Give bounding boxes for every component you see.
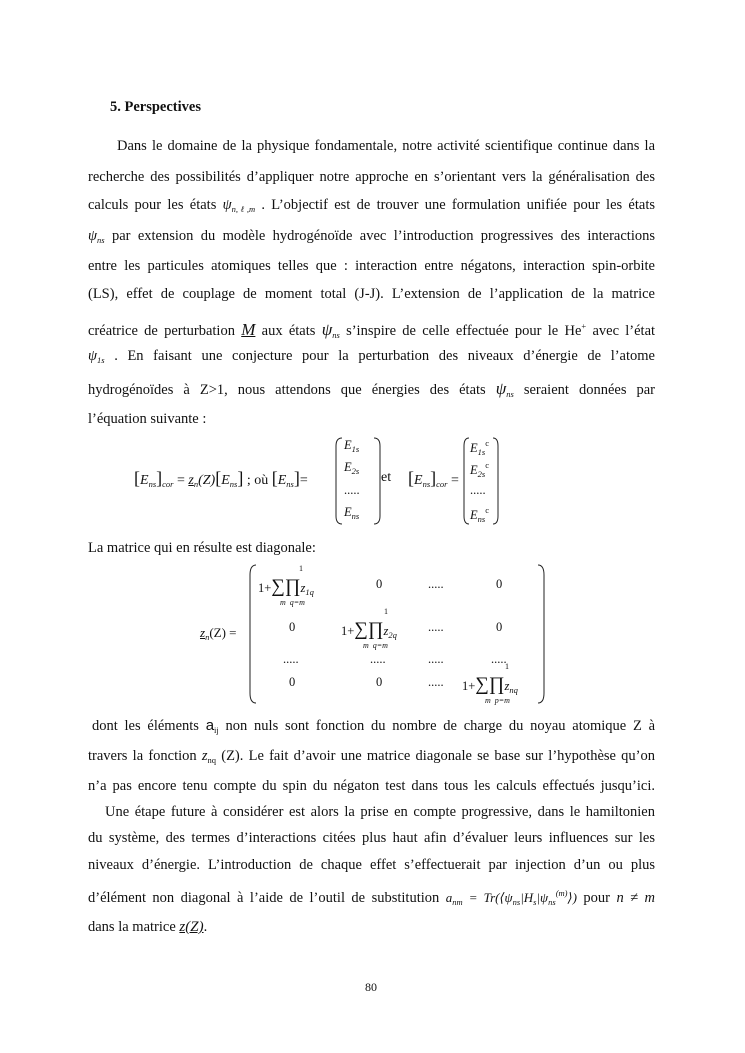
para1-line2: recherche des possibilités d’appliquer notre approche en s’orientant vers la généralisation des (88, 169, 655, 185)
para1-line5: entre les particules atomiques telles que : interaction entre négatons, interaction spin-orbite (88, 258, 655, 274)
para2-line: La matrice qui en résulte est diagonale: (88, 540, 316, 556)
para1-line3: calculs pour les états $\psi_{n,\ell,m}$ . L’objectif est de trouver une formulation unifiée pour les états (88, 197, 656, 214)
para1-line1: Dans le domaine de la physique fondamentale, notre activité scientifique continue dans la (117, 138, 655, 154)
page-number: 80 (365, 980, 377, 994)
para3-line1: dont les éléments $a_{ij}$ non nuls sont fonction du nombre de charge du noyau atomique Z à (92, 717, 656, 735)
para3-line3: n’a pas encore tenu compte du spin du négaton test dans tous les calculs effectués jusqu’ici. (88, 778, 655, 794)
document-page: 5. Perspectives Dans le domaine de la physique fondamentale, notre activité scientifique continue dans la recherche des possibilités d’appliquer notre approche en s’orientant vers la généralisation des calculs pour les états $\psi_{n,\ell,m}$ . L’objectif est de trouver une formulation unifiée pour les états $\psi_{ns}$ par extension du modèle hydrogénoïde avec l’introduction progressives des interactions entre les particules atomiques telles que : interaction entre négatons, interaction spin-orbite (LS), effet de couplage de moment total (J-J). L’extension de l’application de la matrice créatrice de perturbation M aux états $\psi_{ns}$ s’inspire de celle effectuée pour le He+ avec l’état $\psi_{1s}$ . En faisant une conjecture pour la perturbation des niveaux d’énergie de l’atome hydrogénoïdes à Z>1, nous attendons que énergies des états $\psi_{ns}$ seraient données par l’équation suivante : $[E_{ns}]_{cor} = z_n(Z)[E_{ns}]$ ; où $[E_{ns}]=$ $E_{1s}$ $E_{2s}$ ..... $E_{ns}$ et $[E_{ns}]_{cor}$ = $E_{1s}^c$ $E_{2s}^c$ ..... $E_{ns}^c$ La matrice qui en résulte est diagonale: $z_n(Z)$ = $1+\sum\prod z_{1q}$ 1 m q=m 0 ..... 0 0 $1+\sum\prod z_{2q}$ 1 m q=m ..... 0 ..... ..... ..... ..... 0 0 ..... $1+\sum\prod z_{nq}$ 1 m p=m dont les éléments $a_{ij}$ non nuls sont fonction du nombre de charge du noyau atomique Z à travers la fonction $z_{nq}$ (Z). Le fait d’avoir une matrice diagonale se base sur l’hypothèse qu’on n’a pas encore tenu compte du spin du négaton test dans tous les calculs effectués jusqu’ici. Une étape future à considérer est alors la prise en compte progressive, dans le hamiltonien du système, des termes d’interactions citées plus haut afin d’évaluer leurs influences sur les niveaux d’énergie. L’introduction de chaque effet s’effectuerait par injection d’un ou plus d’élément non diagonal à l’aide de l’outil de substitution $a_{nm}$ = $Tr(⟨\psi_{ns}|H_s|\psi_{ns}^{(m)}⟩)$ pour n ≠ m dans la matrice z(Z). 80 (88, 99, 656, 994)
para1-line7: créatrice de perturbation M aux états $\psi_{ns}$ s’inspire de celle effectuée pour le He+ avec l’état (88, 320, 656, 340)
section-heading: 5. Perspectives (110, 99, 201, 115)
para4-line5: dans la matrice z(Z). (88, 919, 208, 935)
para4-line1: Une étape future à considérer est alors la prise en compte progressive, dans le hamiltonien (105, 804, 655, 820)
para1-line4: $\psi_{ns}$ par extension du modèle hydrogénoïde avec l’introduction progressives des interactions (88, 228, 656, 245)
para3-line2: travers la fonction $z_{nq}$ (Z). Le fait d’avoir une matrice diagonale se base sur l’hypothèse qu’on (88, 748, 655, 765)
para1-line10: l’équation suivante : (88, 411, 207, 427)
para1-line8: $\psi_{1s}$ . En faisant une conjecture pour la perturbation des niveaux d’énergie de l’atome (88, 348, 655, 365)
para1-line6: (LS), effet de couplage de moment total (J-J). L’extension de l’application de la matrice (88, 286, 655, 302)
para4-line4: d’élément non diagonal à l’aide de l’outil de substitution $a_{nm}$ = $Tr(⟨\psi_{ns}|H_s|\psi_{ns}^{(m)}⟩)$ pour n ≠ m (88, 888, 656, 907)
para4-line3: niveaux d’énergie. L’introduction de chaque effet s’effectuerait par injection d’un ou plus (88, 857, 655, 873)
para1-line9: hydrogénoïdes à Z>1, nous attendons que énergies des états $\psi_{ns}$ seraient données par (88, 379, 655, 399)
para4-line2: du système, des termes d’interactions citées plus haut afin d’évaluer leurs influences sur les (88, 830, 655, 846)
